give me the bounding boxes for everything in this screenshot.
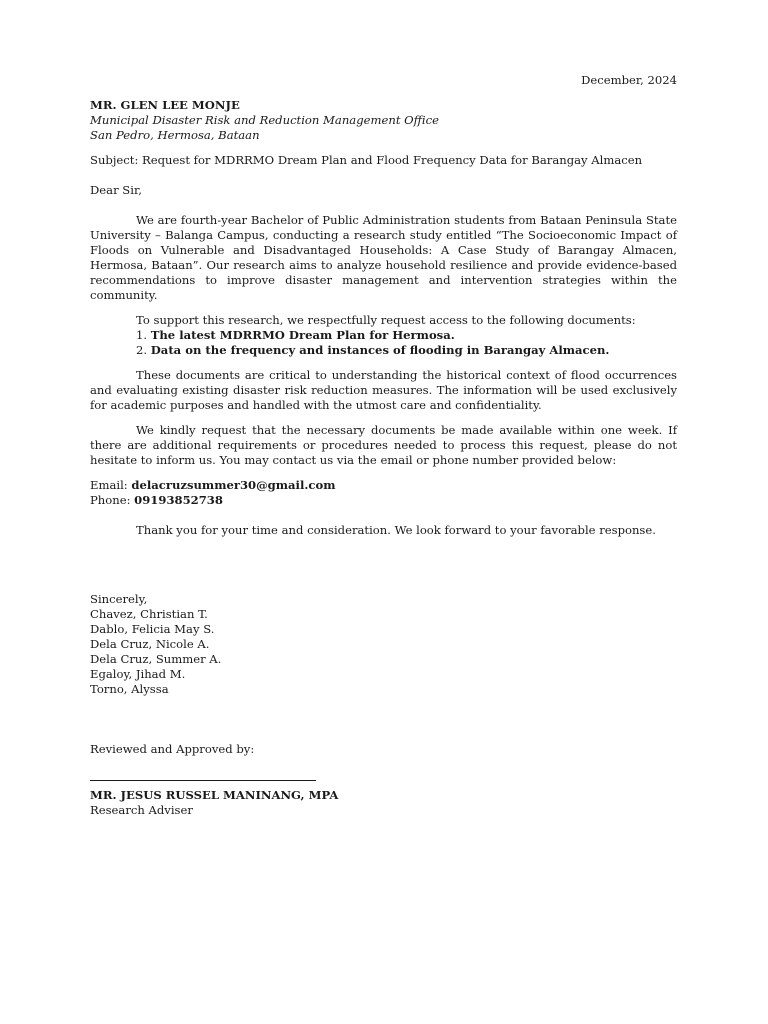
signature-line <box>90 780 316 781</box>
recipient-office: Municipal Disaster Risk and Reduction Management Office <box>90 113 439 127</box>
recipient-address: San Pedro, Hermosa, Bataan <box>90 128 260 142</box>
body-paragraph-purpose: These documents are critical to understanding the historical context of flood occurrences and evaluating existing disaster risk reduction measures. The information will be used exclusively for academic purposes and handled with the utmost care and confidentiality. <box>90 368 677 412</box>
phone-number: 09193852738 <box>134 493 223 507</box>
email-label: Email: <box>90 478 128 492</box>
letter-page <box>90 73 677 818</box>
request-list <box>136 328 677 358</box>
body-paragraph-thanks: Thank you for your time and consideration. We look forward to your favorable response. <box>136 523 656 537</box>
signatory: Dela Cruz, Summer A. <box>90 652 222 666</box>
contact-block <box>90 478 677 508</box>
signatory: Dablo, Felicia May S. <box>90 622 215 636</box>
signatory: Dela Cruz, Nicole A. <box>90 637 210 651</box>
closing-phrase: Sincerely, <box>90 592 148 606</box>
body-paragraph-intro: We are fourth-year Bachelor of Public Administration students from Bataan Peninsula State University – Balanga Campus, conducting a research study entitled “The Socioeconomic Impact of Floods on Vulnerable and Disadvantaged Households: A Case Study of Barangay Almacen, Hermosa, Bataan”. Our research aims to analyze household resilience and provide evidence-based recommendations to improve disaster management and intervention strategies within the community. <box>90 213 677 302</box>
letter-date: December, 2024 <box>581 73 677 87</box>
list-item <box>136 343 677 358</box>
signatory: Egaloy, Jihad M. <box>90 667 186 681</box>
adviser-name: MR. JESUS RUSSEL MANINANG, MPA <box>90 788 339 802</box>
adviser-title: Research Adviser <box>90 803 193 817</box>
recipient-name: MR. GLEN LEE MONJE <box>90 98 240 112</box>
body-paragraph-timeline: We kindly request that the necessary documents be made available within one week. If there are additional requirements or procedures needed to process this request, please do not hesitate to inform us. You may contact us via the email or phone number provided below: <box>90 423 677 467</box>
signatory: Torno, Alyssa <box>90 682 169 696</box>
list-item-number: 1. <box>136 328 148 342</box>
email-line <box>90 478 677 493</box>
closing-block <box>90 592 677 697</box>
phone-label: Phone: <box>90 493 131 507</box>
letter-subject: Subject: Request for MDRRMO Dream Plan and Flood Frequency Data for Barangay Almacen <box>90 153 643 167</box>
list-item <box>136 328 677 343</box>
email-address: delacruzsummer30@gmail.com <box>131 478 336 492</box>
signatory: Chavez, Christian T. <box>90 607 208 621</box>
reviewed-label: Reviewed and Approved by: <box>90 742 255 756</box>
body-paragraph-request: To support this research, we respectfully request access to the following documents: <box>136 313 636 327</box>
phone-line <box>90 493 677 508</box>
list-item-text: Data on the frequency and instances of flooding in Barangay Almacen. <box>150 343 610 357</box>
list-item-text: The latest MDRRMO Dream Plan for Hermosa. <box>150 328 455 342</box>
salutation: Dear Sir, <box>90 183 142 197</box>
list-item-number: 2. <box>136 343 148 357</box>
